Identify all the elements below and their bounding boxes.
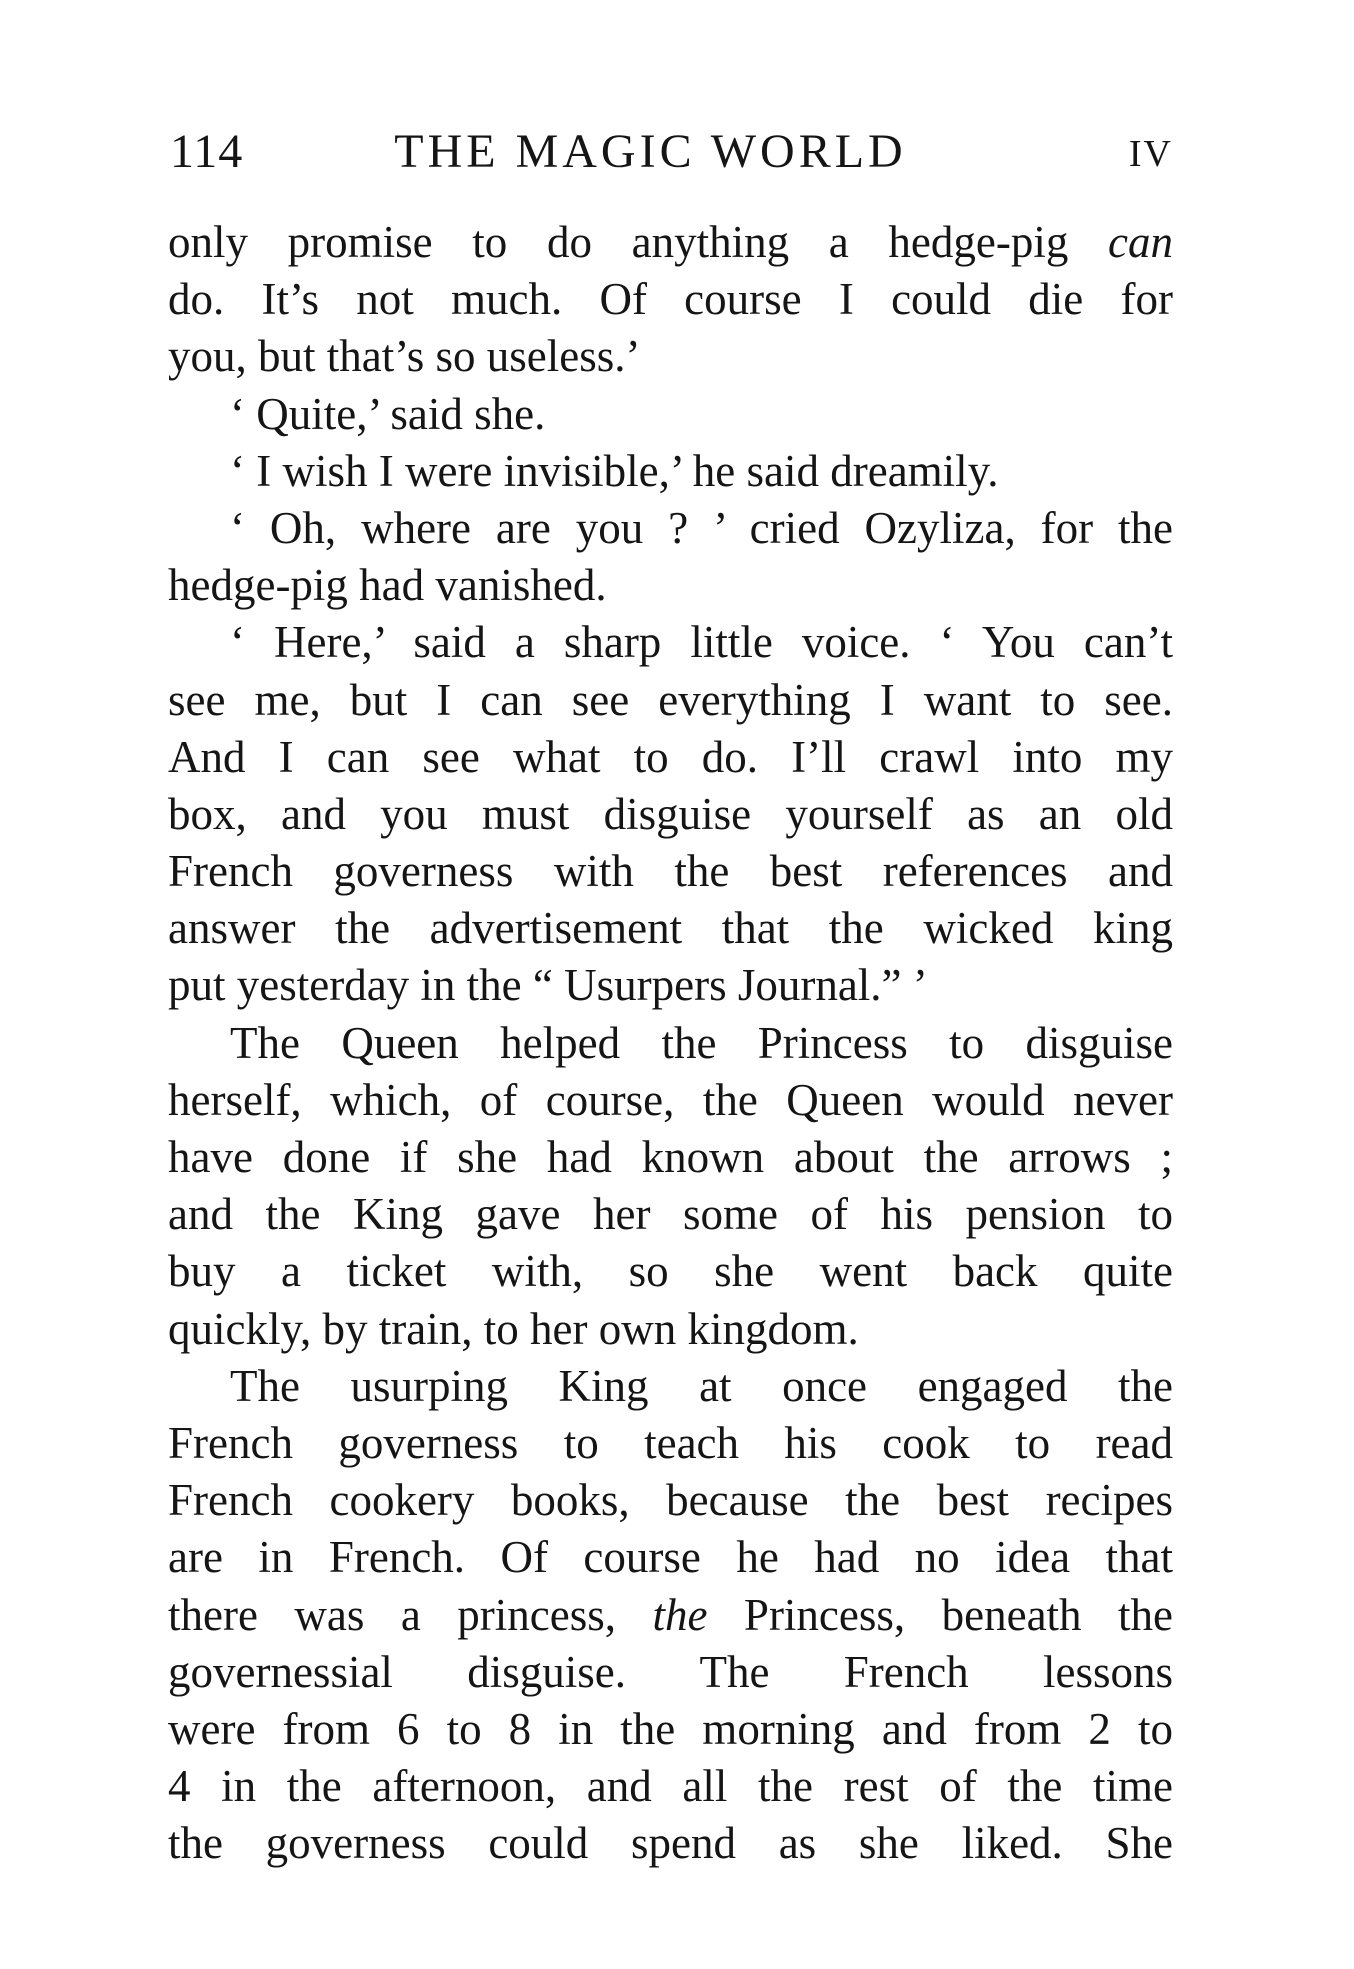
text-line: have done if she had known about the arrows ; [168, 1132, 1173, 1182]
text-line: governessial disguise. The French lessons [168, 1646, 1173, 1697]
text-line: answer the advertisement that the wicked king [168, 903, 1173, 954]
text-line: you, but that’s so useless.’ [168, 331, 641, 382]
text-line: buy a ticket with, so she went back quite [168, 1246, 1173, 1297]
text-line: And I can see what to do. I’ll crawl into my [168, 731, 1173, 782]
text-line: ‘ Here,’ said a sharp little voice. ‘ You can’t [230, 617, 1173, 668]
text-line: box, and you must disguise yourself as an old [168, 788, 1173, 839]
text-line: see me, but I can see everything I want to see. [168, 674, 1173, 725]
text-line: do. It’s not much. Of course I could die for [168, 274, 1173, 325]
text-line: The usurping King at once engaged the [230, 1360, 1173, 1411]
text-line: only promise to do anything a hedge-pig can [168, 217, 1173, 267]
text-line: ‘ I wish I were invisible,’ he said dreamily. [230, 445, 999, 496]
emphasis: can [1108, 217, 1173, 267]
text-line: ‘ Oh, where are you ? ’ cried Ozyliza, for the [230, 502, 1173, 553]
page-title: THE MAGIC WORLD [394, 125, 907, 178]
text-line: put yesterday in the “ Usurpers Journal.” ’ [168, 960, 928, 1011]
text-line: and the King gave her some of his pension to [168, 1189, 1173, 1240]
text-line: French governess with the best references and [168, 846, 1173, 897]
page-number: 114 [170, 125, 244, 178]
text-line: quickly, by train, to her own kingdom. [168, 1303, 859, 1354]
text-line: herself, which, of course, the Queen would never [168, 1074, 1173, 1125]
text-line: ‘ Quite,’ said she. [230, 388, 546, 439]
running-head [168, 122, 1173, 182]
text-line: the governess could spend as she liked. She [168, 1818, 1173, 1869]
text-line: were from 6 to 8 in the morning and from 2 to [168, 1703, 1173, 1754]
chapter-number: IV [1128, 133, 1173, 175]
text-line: French cookery books, because the best recipes [168, 1475, 1173, 1526]
text-line: hedge-pig had vanished. [168, 560, 607, 611]
text-line: French governess to teach his cook to read [168, 1417, 1173, 1468]
emphasis: the [652, 1589, 708, 1640]
body-text [168, 214, 1173, 1872]
text-line: 4 in the afternoon, and all the rest of the time [168, 1761, 1173, 1812]
text-line: there was a princess, the Princess, beneath the [168, 1589, 1173, 1640]
text-line: The Queen helped the Princess to disguise [230, 1017, 1173, 1068]
text-line: are in French. Of course he had no idea that [168, 1532, 1173, 1583]
